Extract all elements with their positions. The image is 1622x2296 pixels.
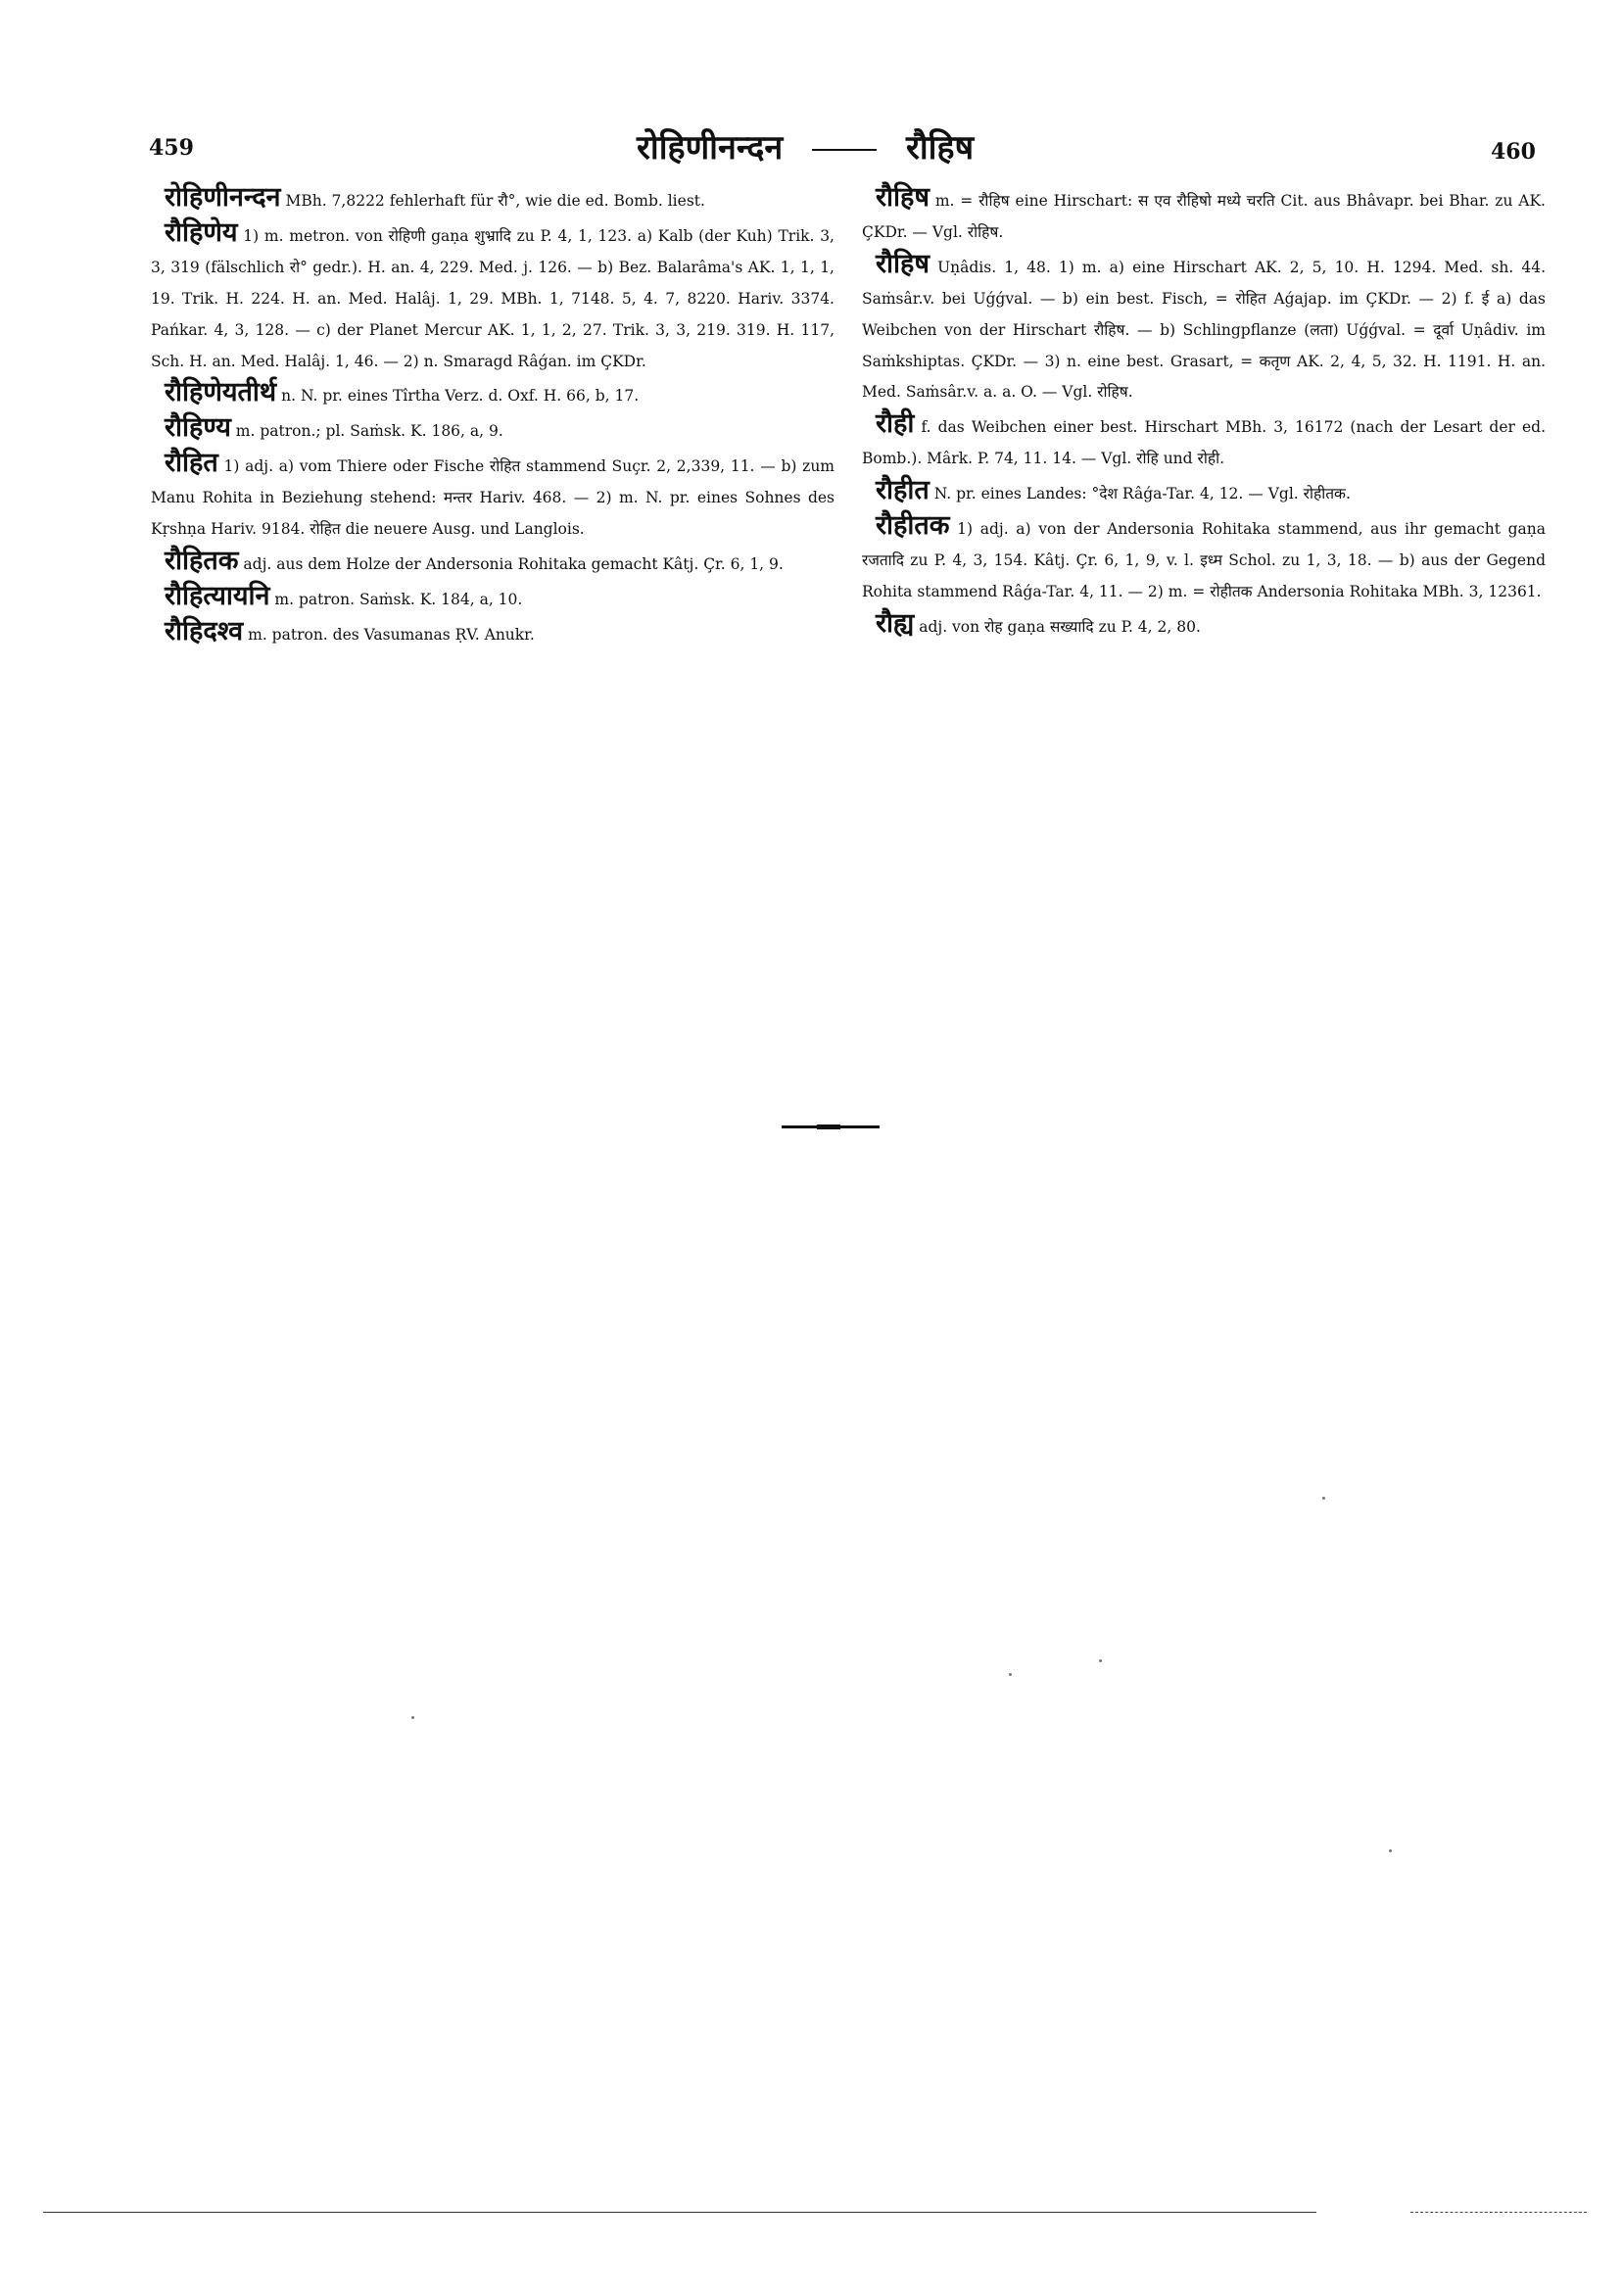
entry-text: 1) m. metron. von रोहिणी gaṇa शुभ्रादि zu P. 4, 1, 123. a) Kalb (der Kuh) Trik. 3, 3, 319 (fälschlich रो° gedr.). H. an. 4, 229. Med. j. 126. — b) Bez. Balarâma's AK. 1, 1, 1, 19. Trik. H. 224. H. an. Med. Halâj. 1, 29. MBh. 1, 7148. 5, 4. 7, 8220. Hariv. 3374. Pańkar. 4, 3, 128. — c) der Planet Mercur AK. 1, 1, 2, 27. Trik. 3, 3, 219. 319. H. 117, Sch. H. an. Med. Halâj. 1, 46. — 2) n. Smaragd Râǵan. im ÇKDr. — [151, 226, 835, 370]
dictionary-entry — [862, 510, 1546, 608]
header-dash — [812, 149, 877, 151]
entry-text: N. pr. eines Landes: °देश Râǵa-Tar. 4, 12. — Vgl. रोहीतक. — [929, 485, 1351, 503]
left-column — [151, 182, 835, 651]
bottom-rule — [43, 2212, 1316, 2213]
entry-headword: रौही — [876, 408, 915, 440]
dictionary-entry — [151, 616, 835, 651]
dictionary-entry — [151, 546, 835, 581]
bottom-rule-dashed — [1410, 2212, 1587, 2213]
dictionary-entry — [151, 412, 835, 448]
entry-headword: रौहिण्य — [165, 412, 231, 444]
rule-ornament — [817, 1124, 840, 1129]
dictionary-entry — [151, 448, 835, 546]
entry-headword: रौहिणेय — [165, 216, 238, 248]
scan-speck — [1099, 1659, 1102, 1662]
left-page-number: 459 — [149, 135, 194, 161]
entry-headword: रौह्य — [876, 607, 915, 639]
dictionary-entry — [151, 581, 835, 616]
entry-text: Uṇâdis. 1, 48. 1) m. a) eine Hirschart AK. 2, 5, 10. H. 1294. Med. sh. 44. Saṁsâr.v. bei Uǵǵval. — b) ein best. Fisch, = रोहित Aǵajap. im ÇKDr. — 2) f. ई a) das Weibchen von der Hirschart रौहिष. — b) Schlingpflanze (लता) Uǵǵval. = दूर्वा Uṇâdiv. im Saṁkshiptas. ÇKDr. — 3) n. eine best. Grasart, = कतृण AK. 2, 4, 5, 32. H. 1191. H. an. Med. Saṁsâr.v. a. a. O. — Vgl. रोहिष. — [862, 258, 1546, 402]
entry-headword: रौहीत — [876, 475, 930, 506]
entry-text: m. = रौहिष eine Hirschart: स एव रौहिषो मध्ये चरति Cit. aus Bhâvapr. bei Bhar. zu AK. ÇKDr. — Vgl. रोहिष. — [862, 192, 1546, 241]
guide-word-first: रोहिणीनन्दन — [637, 128, 784, 167]
scan-speck — [411, 1716, 414, 1719]
running-header — [637, 123, 974, 168]
scan-speck — [1322, 1497, 1325, 1500]
entry-text: adj. von रोह gaṇa सख्यादि zu P. 4, 2, 80. — [914, 617, 1201, 636]
entry-headword: रौहिणेयतीर्थ — [165, 377, 277, 408]
entry-text: f. das Weibchen einer best. Hirschart MBh. 3, 16172 (nach der Lesart der ed. Bomb.). Mârk. P. 74, 11. 14. — Vgl. रोहि und रोही. — [862, 418, 1546, 468]
dictionary-entry — [151, 217, 835, 378]
scan-speck — [1389, 1849, 1392, 1852]
dictionary-entry — [862, 182, 1546, 249]
entry-text: m. patron. Saṁsk. K. 184, a, 10. — [269, 590, 523, 608]
right-page-number: 460 — [1491, 139, 1536, 165]
dictionary-entry — [151, 377, 835, 412]
entry-headword: रौहीतक — [876, 510, 950, 542]
dictionary-entry — [862, 249, 1546, 409]
right-column — [862, 182, 1546, 644]
entry-headword: रौहिष — [876, 182, 930, 213]
entry-headword: रौहिष — [876, 248, 930, 279]
entry-text: m. patron.; pl. Saṁsk. K. 186, a, 9. — [230, 422, 503, 441]
scan-speck — [1009, 1673, 1012, 1676]
section-end-rule — [782, 1125, 880, 1128]
dictionary-entry — [862, 475, 1546, 510]
entry-text: 1) adj. a) vom Thiere oder Fische रोहित stammend Suçr. 2, 2,339, 11. — b) zum Manu Rohita in Beziehung stehend: मन्तर Hariv. 468. — 2) m. N. pr. eines Sohnes des Kṛshṇa Hariv. 9184. रोहित die neuere Ausg. und Langlois. — [151, 457, 835, 539]
entry-headword: रोहिणीनन्दन — [165, 182, 281, 213]
entry-text: MBh. 7,8222 fehlerhaft für रौ°, wie die ed. Bomb. liest. — [280, 192, 705, 210]
entry-text: m. patron. des Vasumanas ṚV. Anukr. — [243, 625, 535, 644]
entry-headword: रौहिदश्व — [165, 615, 244, 646]
entry-headword: रौहितक — [165, 545, 239, 576]
guide-word-last: रौहिष — [905, 128, 975, 167]
entry-text: 1) adj. a) von der Andersonia Rohitaka stammend, aus ihr gemacht gaṇa रजतादि zu P. 4, 3, 154. Kâtj. Çr. 6, 1, 9, v. l. इध्म Schol. zu 1, 3, 18. — b) aus der Gegend Rohita stammend Râǵa-Tar. 4, 11. — 2) m. = रोहीतक Andersonia Rohitaka MBh. 3, 12361. — [862, 520, 1546, 600]
entry-text: n. N. pr. eines Tîrtha Verz. d. Oxf. H. 66, b, 17. — [276, 387, 640, 406]
entry-headword: रौहित्यायनि — [165, 580, 270, 611]
dictionary-entry — [151, 182, 835, 217]
dictionary-entry — [862, 408, 1546, 475]
entry-headword: रौहित — [165, 448, 218, 479]
dictionary-entry — [862, 608, 1546, 644]
entry-text: adj. aus dem Holze der Andersonia Rohitaka gemacht Kâtj. Çr. 6, 1, 9. — [238, 554, 784, 573]
